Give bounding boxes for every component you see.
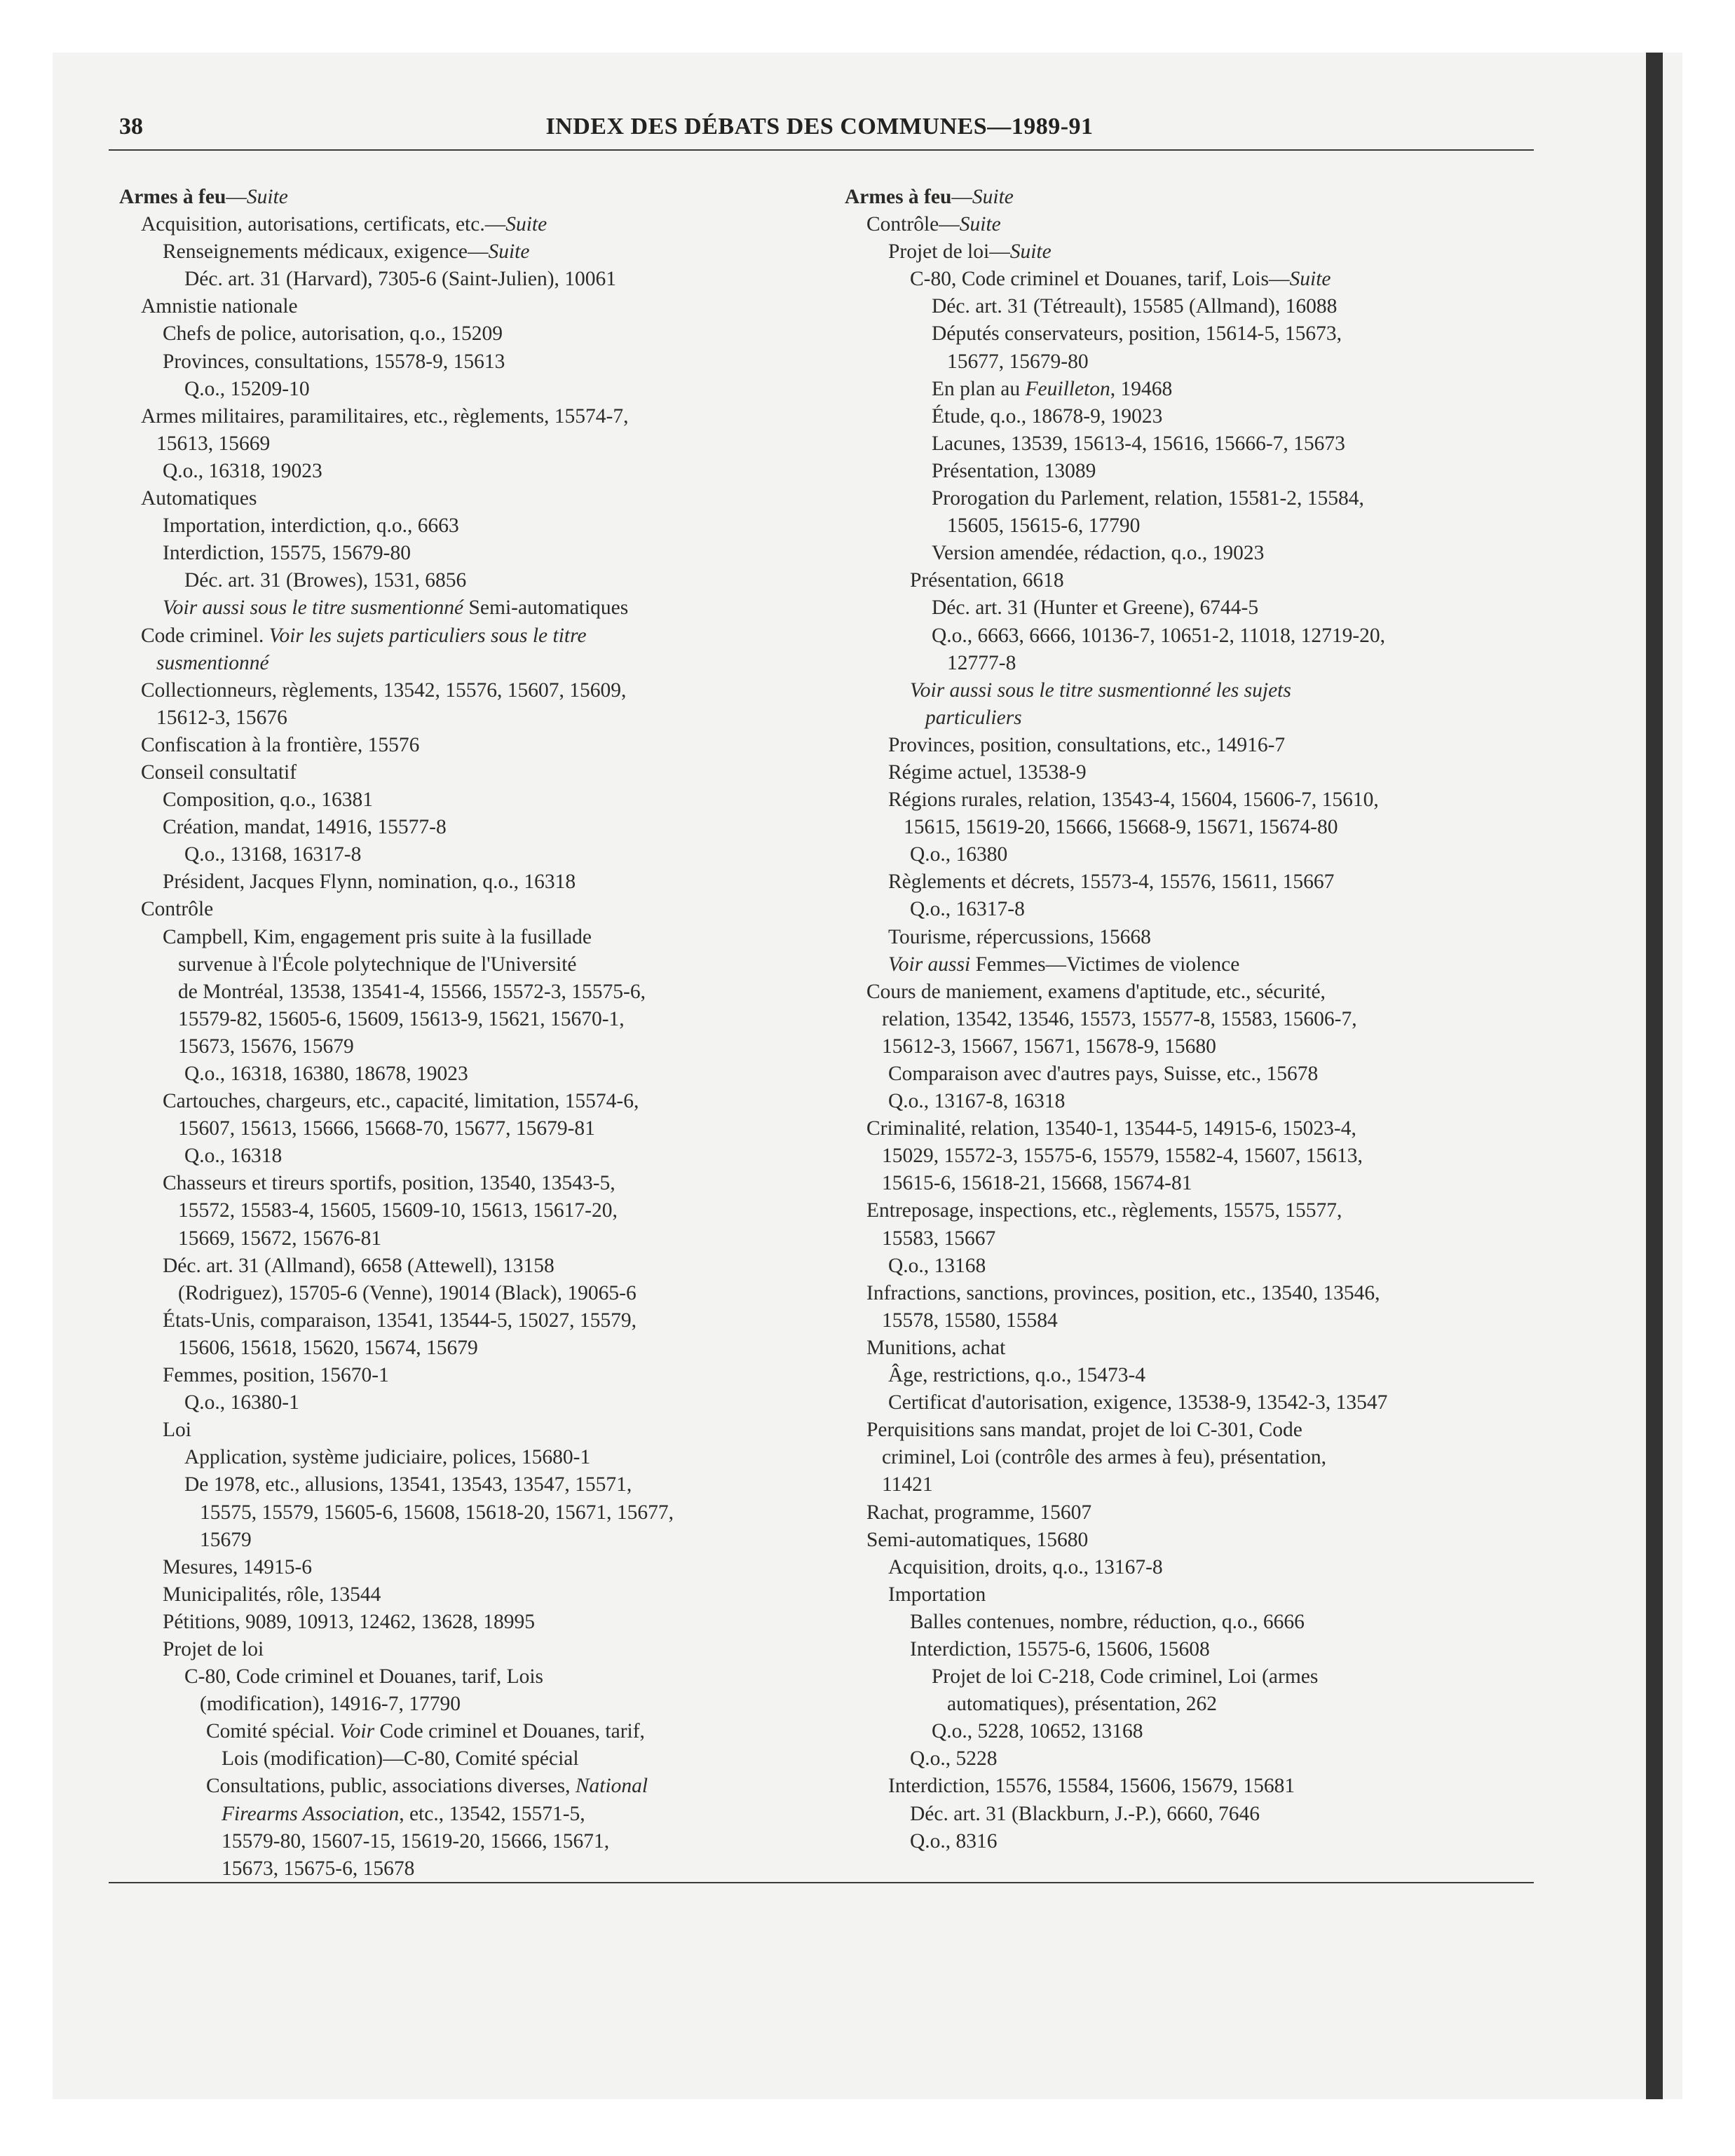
index-entry-text: Projet de loi [163,1637,264,1660]
index-entry-text: États-Unis, comparaison, 13541, 13544-5, 15027, 15579, [163,1309,637,1332]
index-entry [119,1444,764,1471]
index-entry-text: Munitions, achat [866,1336,1006,1359]
index-entry [845,1499,1532,1527]
index-entry [119,512,764,540]
index-entry [845,1253,1532,1280]
index-entry-text: Comité spécial. Voir Code criminel et Douanes, tarif, [206,1720,645,1743]
index-entry-continuation: 15673, 15676, 15679 [178,1035,354,1058]
index-entry-text: Q.o., 5228 [910,1747,998,1770]
header-rule [109,149,1534,151]
index-entry-continuation: (modification), 14916-7, 17790 [200,1693,461,1716]
index-entry-text: Q.o., 6663, 6666, 10136-7, 10651-2, 11018, 12719-20, [932,624,1386,647]
index-entry-text: Pétitions, 9089, 10913, 12462, 13628, 18995 [163,1610,536,1633]
index-entry [845,622,1532,677]
index-entry-text: Q.o., 16318, 16380, 18678, 19023 [184,1063,468,1085]
index-entry [845,732,1532,759]
index-entry-continuation: 11421 [882,1473,933,1496]
index-entry [845,1389,1532,1417]
index-entry [119,540,764,567]
index-entry-text: Contrôle [141,898,214,921]
index-entry [119,868,764,896]
index-entry-continuation: (Rodriguez), 15705-6 (Venne), 19014 (Black), 19065-6 [178,1281,637,1304]
index-entry [845,1581,1532,1609]
index-entry [845,238,1532,266]
index-entry [119,759,764,786]
index-entry-text: Campbell, Kim, engagement pris suite à la fusillade [163,925,592,948]
index-entry-text: Q.o., 16317-8 [910,898,1025,921]
index-entry-text: Q.o., 16380-1 [184,1391,299,1414]
page-header: INDEX DES DÉBATS DES COMMUNES—1989-91 [545,114,1094,139]
index-entry [119,677,764,732]
index-entry-continuation: Lois (modification)—C-80, Comité spécial [222,1747,579,1770]
index-entry-continuation: 15578, 15580, 15584 [882,1309,1058,1332]
index-entry-continuation: automatiques), présentation, 262 [947,1693,1218,1716]
index-entry-text: Q.o., 13168, 16317-8 [184,843,362,866]
index-entry-continuation: 15575, 15579, 15605-6, 15608, 15618-20, 15671, 15677, [200,1501,674,1524]
index-entry [119,1362,764,1389]
index-entry [119,1471,764,1553]
index-entry-text: Interdiction, 15575-6, 15606, 15608 [910,1637,1210,1660]
index-entry [119,1636,764,1663]
index-entry [845,896,1532,923]
index-entry-text: Balles contenues, nombre, réduction, q.o., 6666 [910,1610,1305,1633]
index-entry-text: Présentation, 13089 [932,459,1096,482]
index-entry-text: Infractions, sanctions, provinces, position, etc., 13540, 13546, [866,1281,1380,1304]
index-entry [119,896,764,923]
index-entry [845,594,1532,622]
index-entry-text: Version amendée, rédaction, q.o., 19023 [932,542,1265,565]
index-entry-text: Interdiction, 15575, 15679-80 [163,542,411,565]
index-entry-continuation: 12777-8 [947,651,1016,674]
index-entry-text: Loi [163,1419,191,1442]
index-entry [845,293,1532,320]
index-entry [845,376,1532,403]
index-entry [845,1718,1532,1745]
index-entry [119,1581,764,1609]
index-entry-text: Q.o., 16380 [910,843,1008,866]
index-entry-text: Déc. art. 31 (Tétreault), 15585 (Allmand), 16088 [932,295,1338,318]
index-entry [845,1362,1532,1389]
index-entry-text: Certificat d'autorisation, exigence, 13538-9, 13542-3, 13547 [888,1391,1388,1414]
index-entry [119,1389,764,1417]
index-entry-text: Lacunes, 13539, 15613-4, 15616, 15666-7, 15673 [932,432,1345,455]
index-entry-text: Importation [888,1583,986,1606]
index-entry-text: Q.o., 5228, 10652, 13168 [932,1720,1143,1743]
index-entry [845,1527,1532,1554]
index-entry-continuation: 15605, 15615-6, 17790 [947,514,1141,538]
index-entry-text: Voir aussi sous le titre susmentionné les sujets [910,678,1291,702]
index-entry [845,1801,1532,1828]
index-entry-text: Présentation, 6618 [910,569,1064,592]
index-entry [119,594,764,622]
index-entry-text: Déc. art. 31 (Browes), 1531, 6856 [184,569,467,592]
index-entry-continuation: susmentionné [156,651,269,674]
index-entry-text: Règlements et décrets, 15573-4, 15576, 15611, 15667 [888,871,1335,894]
index-entry [119,1307,764,1362]
index-entry [845,1609,1532,1636]
index-entry-text: Q.o., 13167-8, 16318 [888,1090,1066,1113]
index-entry-text: C-80, Code criminel et Douanes, tarif, Lois—Suite [910,268,1331,291]
index-entry [845,786,1532,841]
index-entry-text: Provinces, position, consultations, etc., 14916-7 [888,733,1286,756]
index-entry [119,1417,764,1444]
index-entry [119,1253,764,1307]
index-entry [119,1142,764,1170]
index-entry-text: Voir aussi Femmes—Victimes de violence [888,953,1240,976]
index-entry-text: Interdiction, 15576, 15584, 15606, 15679, 15681 [888,1775,1295,1798]
index-entry [845,430,1532,458]
footer-rule [109,1882,1534,1883]
index-entry [845,1663,1532,1718]
index-entry-continuation: survenue à l'École polytechnique de l'Université [178,953,577,976]
index-entry [845,677,1532,732]
index-entry [119,458,764,485]
index-entry-text: Chasseurs et tireurs sportifs, position, 13540, 13543-5, [163,1172,615,1195]
index-entry-text: Régions rurales, relation, 13543-4, 15604, 15606-7, 15610, [888,789,1379,812]
scan-edge-bar [1646,53,1663,2099]
index-entry [119,814,764,841]
index-entry-text: De 1978, etc., allusions, 13541, 13543, 13547, 15571, [184,1473,632,1496]
index-entry-continuation: criminel, Loi (contrôle des armes à feu), présentation, [882,1446,1327,1469]
index-entry-text: Criminalité, relation, 13540-1, 13544-5, 14915-6, 15023-4, [866,1117,1356,1140]
index-entry-continuation: 15606, 15618, 15620, 15674, 15679 [178,1336,478,1359]
index-entry [845,1773,1532,1800]
index-entry-text: Application, système judiciaire, polices, 15680-1 [184,1446,591,1469]
index-entry [845,868,1532,896]
index-entry [845,211,1532,238]
index-entry [845,1745,1532,1773]
index-entry-text: Armes à feu—Suite [119,186,288,208]
index-entry-text: Chefs de police, autorisation, q.o., 15209 [163,322,503,346]
index-entry-text: Perquisitions sans mandat, projet de loi C-301, Code [866,1419,1302,1442]
index-entry [845,403,1532,430]
index-entry [119,1609,764,1636]
index-entry-text: Cartouches, chargeurs, etc., capacité, limitation, 15574-6, [163,1090,639,1113]
index-entry-continuation: 15607, 15613, 15666, 15668-70, 15677, 15679-81 [178,1117,595,1140]
index-entry-text: Q.o., 15209-10 [184,377,310,400]
index-entry-text: Municipalités, rôle, 13544 [163,1583,381,1606]
index-entry [119,786,764,814]
index-entry [119,184,764,211]
index-entry-continuation: Firearms Association, etc., 13542, 15571-5, [222,1802,585,1825]
index-column-left [119,184,764,1883]
index-entry-text: Q.o., 16318 [184,1145,283,1168]
index-entry-text: Semi-automatiques, 15680 [866,1528,1089,1551]
index-entry-continuation: 15612-3, 15667, 15671, 15678-9, 15680 [882,1035,1216,1058]
index-entry [845,458,1532,485]
index-entry-continuation: de Montréal, 13538, 13541-4, 15566, 15572-3, 15575-6, [178,980,646,1003]
index-entry [119,403,764,458]
index-entry-continuation: 15579-80, 15607-15, 15619-20, 15666, 15671, [222,1829,610,1853]
index-entry [119,238,764,266]
index-entry-text: Président, Jacques Flynn, nomination, q.o., 16318 [163,871,576,894]
index-entry [845,567,1532,594]
index-entry-text: Composition, q.o., 16381 [163,789,373,812]
index-entry [119,1554,764,1581]
index-entry [845,951,1532,978]
index-entry [119,924,764,1060]
index-column-right [845,184,1532,1855]
index-entry-continuation: 15583, 15667 [882,1227,996,1250]
index-entry [845,485,1532,540]
index-entry [119,1088,764,1142]
index-entry [845,924,1532,951]
index-entry-text: Déc. art. 31 (Blackburn, J.-P.), 6660, 7646 [910,1802,1260,1825]
index-entry [119,266,764,293]
index-entry-continuation: relation, 13542, 13546, 15573, 15577-8, 15583, 15606-7, [882,1007,1357,1030]
index-entry [119,622,764,677]
index-entry [119,732,764,759]
index-entry-text: Prorogation du Parlement, relation, 15581-2, 15584, [932,487,1364,510]
index-entry-text: Q.o., 13168 [888,1254,986,1277]
index-entry [845,266,1532,293]
index-entry [845,1197,1532,1252]
index-entry-continuation: 15579-82, 15605-6, 15609, 15613-9, 15621, 15670-1, [178,1007,625,1030]
index-entry-text: Renseignements médicaux, exigence—Suite [163,240,530,264]
index-entry [119,1060,764,1088]
index-entry-text: Entreposage, inspections, etc., règlements, 15575, 15577, [866,1199,1342,1222]
index-entry-continuation: 15669, 15672, 15676-81 [178,1227,382,1250]
index-entry [845,1115,1532,1197]
index-entry-text: Conseil consultatif [141,760,297,784]
index-entry-continuation: 15679 [200,1528,252,1551]
index-entry-text: Rachat, programme, 15607 [866,1501,1092,1524]
index-entry-text: Importation, interdiction, q.o., 6663 [163,514,459,538]
index-entry-continuation: 15673, 15675-6, 15678 [222,1857,415,1880]
index-entry-text: Automatiques [141,487,257,510]
index-entry [119,348,764,376]
index-entry-text: Régime actuel, 13538-9 [888,760,1087,784]
index-entry-text: Étude, q.o., 18678-9, 19023 [932,404,1163,428]
index-entry-text: Déc. art. 31 (Harvard), 7305-6 (Saint-Julien), 10061 [184,268,617,291]
index-entry [845,1088,1532,1115]
index-entry-continuation: 15677, 15679-80 [947,350,1089,373]
index-entry [119,376,764,403]
index-entry [845,1828,1532,1855]
index-entry [845,1636,1532,1663]
index-entry-text: Déc. art. 31 (Hunter et Greene), 6744-5 [932,596,1259,620]
index-entry [119,1663,764,1718]
index-entry-continuation: particuliers [925,706,1022,729]
index-entry [119,1170,764,1252]
index-entry-text: Déc. art. 31 (Allmand), 6658 (Attewell), 13158 [163,1254,554,1277]
index-entry-text: Projet de loi—Suite [888,240,1052,264]
index-entry [119,211,764,238]
index-entry [845,759,1532,786]
index-entry-text: Q.o., 16318, 19023 [163,459,322,482]
index-entry-continuation: 15029, 15572-3, 15575-6, 15579, 15582-4, 15607, 15613, [882,1145,1363,1168]
index-entry-text: Voir aussi sous le titre susmentionné Semi-automatiques [163,596,629,620]
index-entry-text: Armes militaires, paramilitaires, etc., règlements, 15574-7, [141,404,629,428]
index-entry [119,1718,764,1773]
index-entry-continuation: 15612-3, 15676 [156,706,287,729]
index-entry-text: En plan au Feuilleton, 19468 [932,377,1173,400]
index-entry-text: Code criminel. Voir les sujets particuliers sous le titre [141,624,587,647]
index-entry-text: Provinces, consultations, 15578-9, 15613 [163,350,505,373]
index-entry-text: Contrôle—Suite [866,213,1001,236]
index-entry [119,293,764,320]
index-entry [119,841,764,868]
index-entry [845,978,1532,1060]
index-entry [845,320,1532,375]
index-entry [119,567,764,594]
index-entry-text: Femmes, position, 15670-1 [163,1364,389,1387]
index-entry-continuation: 15615-6, 15618-21, 15668, 15674-81 [882,1172,1192,1195]
index-entry-text: Q.o., 8316 [910,1829,998,1853]
index-entry [845,1060,1532,1088]
index-entry-text: Âge, restrictions, q.o., 15473-4 [888,1364,1146,1387]
index-entry [119,1773,764,1882]
index-entry-continuation: 15615, 15619-20, 15666, 15668-9, 15671, 15674-80 [904,816,1338,839]
index-entry [845,841,1532,868]
index-entry-text: Création, mandat, 14916, 15577-8 [163,816,447,839]
page-number: 38 [119,114,143,139]
index-entry [119,485,764,512]
index-entry [119,320,764,348]
index-entry-continuation: 15572, 15583-4, 15605, 15609-10, 15613, 15617-20, [178,1199,618,1222]
index-entry-text: Acquisition, autorisations, certificats, etc.—Suite [141,213,547,236]
index-entry [845,540,1532,567]
index-entry-text: Acquisition, droits, q.o., 13167-8 [888,1555,1163,1578]
index-entry-text: Consultations, public, associations diverses, National [206,1775,648,1798]
index-entry [845,1554,1532,1581]
index-entry-text: Collectionneurs, règlements, 13542, 15576, 15607, 15609, [141,678,627,702]
index-entry-text: Cours de maniement, examens d'aptitude, etc., sécurité, [866,980,1326,1003]
index-entry [845,1417,1532,1499]
index-entry-text: Députés conservateurs, position, 15614-5, 15673, [932,322,1342,346]
index-entry-text: Mesures, 14915-6 [163,1555,313,1578]
index-entry-text: Confiscation à la frontière, 15576 [141,733,420,756]
index-entry-text: Comparaison avec d'autres pays, Suisse, etc., 15678 [888,1063,1319,1085]
index-entry-text: Armes à feu—Suite [845,186,1014,208]
index-entry-text: Projet de loi C-218, Code criminel, Loi (armes [932,1665,1319,1688]
index-entry-text: Tourisme, répercussions, 15668 [888,925,1151,948]
index-entry [845,1280,1532,1335]
index-entry-text: C-80, Code criminel et Douanes, tarif, Lois [184,1665,544,1688]
index-entry [845,184,1532,211]
index-entry [845,1335,1532,1362]
index-entry-text: Amnistie nationale [141,295,298,318]
index-entry-continuation: 15613, 15669 [156,432,271,455]
